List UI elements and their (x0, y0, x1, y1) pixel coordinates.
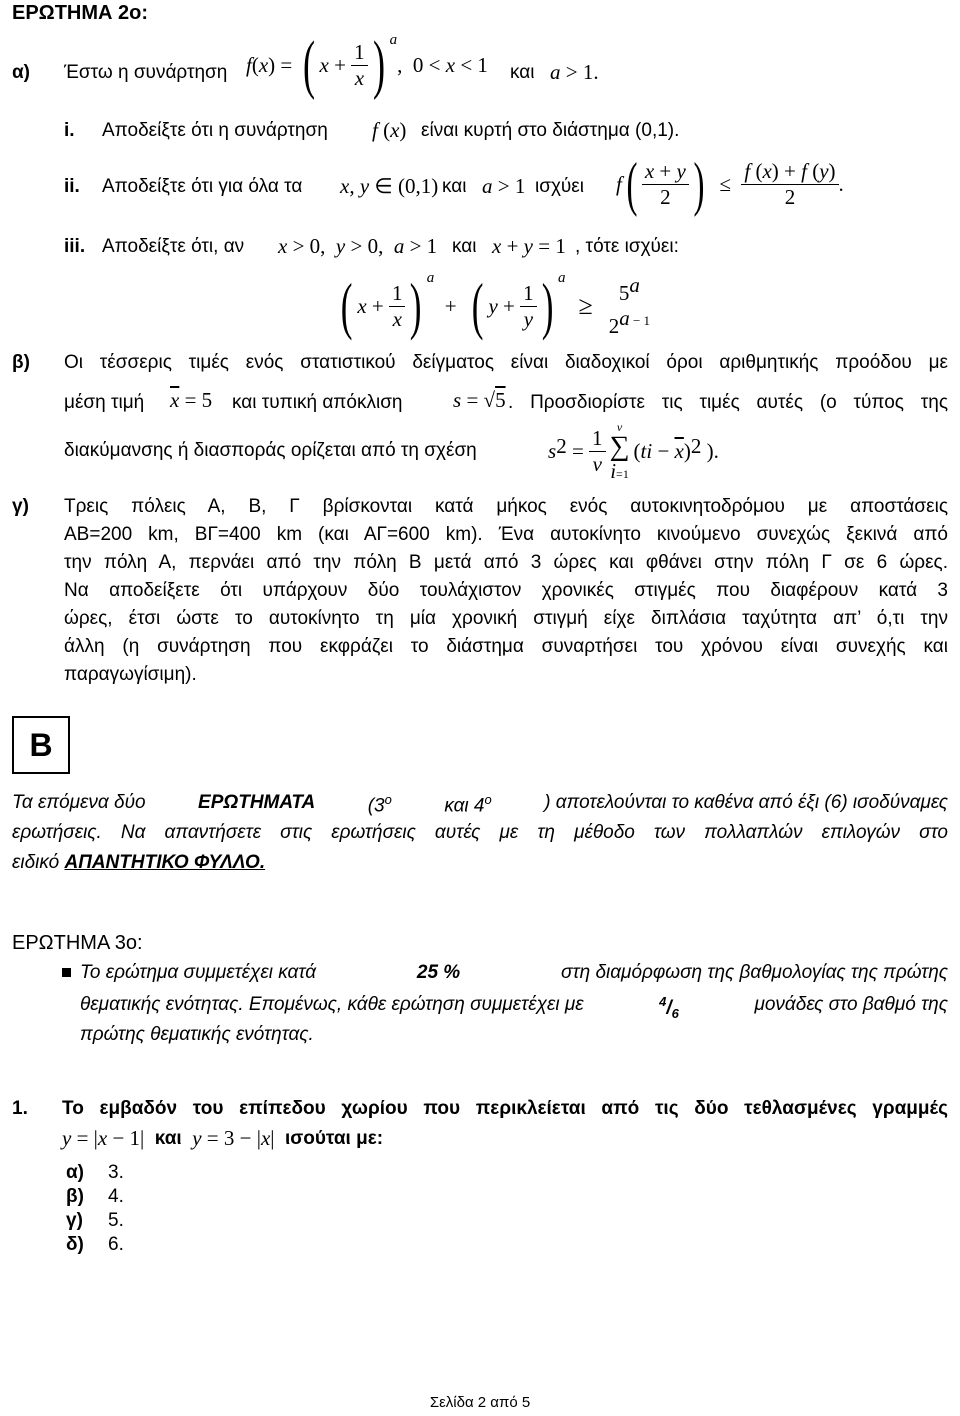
sub-ii-and: και (442, 176, 467, 197)
question-1-equals: ισούται με: (284, 1127, 384, 1149)
option-value: 3. (108, 1162, 124, 1183)
superscript: ο (484, 792, 492, 807)
part-g-line: την πόλη Α, περνάει από την πόλη Β μετά από 3 ώρες και φθάνει στην πόλη Γ σε 6 ώρες. (64, 552, 948, 573)
question-1-and: και (154, 1127, 182, 1149)
option-value: 6. (108, 1234, 124, 1255)
part-b-line2a: μέση τιμή (64, 392, 145, 413)
part-b-line2b: και τυπική απόκλιση (232, 392, 403, 413)
sub-i-text-end: είναι κυρτή στο διάστημα (0,1). (421, 120, 680, 141)
sub-iii-and: και (452, 236, 477, 257)
option-value: 5. (108, 1210, 124, 1231)
std-deviation: s = √5 (453, 388, 506, 412)
part-g-line: Να αποδείξετε ότι υπάρχουν δύο τουλάχιστον χρονικές στιγμές που διαφέρουν κατά 3 (64, 580, 948, 601)
question-2-title: ΕΡΩΤΗΜΑ 2ο: (12, 2, 149, 24)
sub-i-text: Αποδείξτε ότι η συνάρτηση (102, 120, 328, 141)
sub-i-label: i. (64, 120, 75, 141)
page-number: Σελίδα 2 από 5 (429, 1394, 531, 1411)
q3-bullet-line1 (80, 962, 948, 984)
sub-iii-label: iii. (64, 236, 86, 257)
q3-text: θεματικής ενότητας. Επομένως, κάθε ερώτηση συμμετέχει με (80, 994, 584, 1015)
sub-ii-text: Αποδείξτε ότι για όλα τα (102, 176, 303, 197)
sub-ii-label: ii. (64, 176, 80, 197)
part-a-label: α) (12, 62, 31, 83)
question-3-title: ΕΡΩΤΗΜΑ 3ο: (12, 932, 143, 954)
part-g-line: ΑΒ=200 km, ΒΓ=400 km (και ΑΓ=600 km). Ένα αυτοκίνητο κινούμενο συνεχώς ξεκινά από (64, 524, 948, 545)
sub-iii-text: Αποδείξτε ότι, αν (102, 236, 245, 257)
option-value: 4. (108, 1186, 124, 1207)
fraction-denominator: 6 (671, 1006, 679, 1022)
section-b-text: ειδικό (12, 852, 60, 873)
part-b-line3: διακύμανσης ή διασποράς ορίζεται από τη σχέση (64, 440, 477, 461)
q3-bullet-line3: πρώτης θεματικής ενότητας. (80, 1024, 314, 1045)
q3-text: στη διαμόρφωση της βαθμολογίας της πρώτης (561, 962, 948, 983)
part-b-label: β) (12, 352, 30, 373)
jensen-inequality: f ( $\frac{x + y}{2}$ ) ≤ $\frac{f (x) + f (y)}{2}$ . (616, 150, 844, 217)
a-condition: a > 1. (550, 60, 599, 84)
xy-domain: x, y ∈ (0,1) (340, 174, 439, 198)
square-bullet-icon (62, 968, 71, 977)
inequality-iii: ( x + $\frac{1}{x}$ ) a + ( y + $\frac{1}{y}$ ) a ≥ 5$^a$ $2^{a - 1}$ (340, 270, 651, 341)
q3-text: μονάδες στο βαθμό της (754, 994, 948, 1015)
part-a-and: και (510, 62, 535, 83)
iii-conditions: x > 0, y > 0, a > 1 (278, 234, 438, 258)
part-g-label: γ) (12, 496, 29, 517)
variance-formula: s 2 = $\frac{1}{\nu}$ ν ∑ i=1 ( t i − $\overline{x}$ ) 2 ). (548, 419, 719, 483)
fraction-numerator: 4 (659, 994, 667, 1009)
part-g-line: άλλη (η συνάρτηση που εκφράζει το διάστημα συναρτήσει του χρόνου είναι συνεχής και (64, 636, 948, 657)
section-b-text: ) αποτελούνται το καθένα από έξι (6) ισοδύναμες (544, 792, 948, 813)
xy-sum: x + y = 1 (492, 234, 566, 258)
part-a-intro: Έστω η συνάρτηση (64, 62, 228, 83)
section-b-text: και 4 (444, 795, 485, 817)
part-g-line: Τρεις πόλεις Α, Β, Γ βρίσκονται κατά μήκος ενός αυτοκινητοδρόμου με αποστάσεις (64, 496, 948, 517)
q3-text: Το ερώτημα συμμετέχει κατά (80, 962, 317, 983)
option-label: δ) (66, 1234, 84, 1255)
a-condition-ii: a > 1 (482, 174, 526, 198)
section-b-line2: ερωτήσεις. Να απαντήσετε στις ερωτήσεις αυτές με τη μέθοδο των πολλαπλών επιλογών στο (12, 822, 948, 843)
percent-value: 25 % (416, 962, 461, 983)
part-b-line2c: . Προσδιορίστε τις τιμές αυτές (ο τύπος της (508, 392, 948, 413)
part-g-line: ώρες, έτσι ώστε το αυτοκίνητο τη μία χρονική στιγμή είχε διπλάσια ταχύτητα απ’ ό,τι την (64, 608, 948, 629)
option-label: β) (66, 1186, 84, 1207)
sub-ii-holds: ισχύει (535, 176, 585, 197)
question-1-formulas: y = | x − 1| και y = 3 − | x | ισούται με: (62, 1126, 384, 1150)
superscript: ο (384, 792, 392, 807)
section-b-emph: ΕΡΩΤΗΜΑΤΑ (198, 792, 316, 813)
mean-value: $\overline{x} = 5$ (170, 388, 213, 412)
function-definition: f ( x ) = ( x + $\frac{1}{x}$ ) a , 0 < x < 1 (246, 28, 494, 101)
fx-symbol: f (x) (372, 118, 407, 142)
question-1-text: Το εμβαδόν του επίπεδου χωρίου που περικλείεται από τις δύο τεθλασμένες γραμμές (62, 1098, 948, 1119)
section-b-line1 (12, 792, 948, 817)
part-b-line1: Οι τέσσερις τιμές ενός στατιστικού δείγματος είναι διαδοχικοί όροι αριθμητικής προόδου με (64, 352, 948, 373)
option-label: α) (66, 1162, 85, 1183)
question-1-number: 1. (12, 1098, 28, 1119)
section-b-text: (3 (367, 795, 385, 817)
section-b-line3 (12, 852, 265, 874)
section-b-box: Β (12, 716, 70, 774)
option-label: γ) (66, 1210, 83, 1231)
sub-iii-then: , τότε ισχύει: (575, 236, 679, 257)
q3-bullet-line2: θεματικής ενότητας. Επομένως, κάθε ερώτηση συμμετέχει με $^4/_6$ μονάδες στο βαθμό της (80, 994, 948, 1022)
part-g-line: παραγωγίσιμη). (64, 664, 197, 685)
answer-sheet-ref: ΑΠΑΝΤΗΤΙΚΟ ΦΥΛΛΟ. (64, 852, 266, 873)
section-b-text: Τα επόμενα δύο (12, 792, 146, 813)
